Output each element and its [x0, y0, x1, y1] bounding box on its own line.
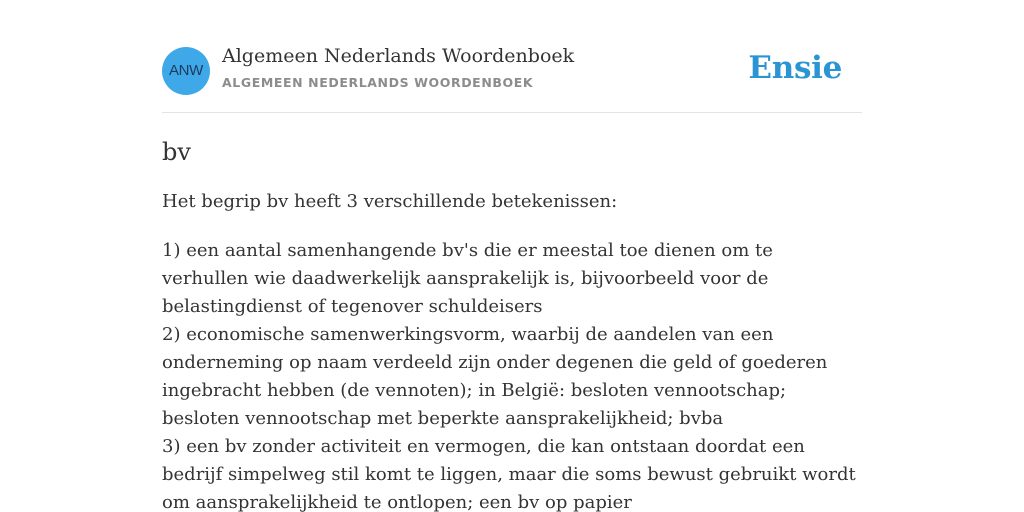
- definition-list: [162, 237, 862, 512]
- source-subtitle: ALGEMEEN NEDERLANDS WOORDENBOEK: [222, 75, 534, 90]
- source-header: [162, 0, 862, 113]
- definition-2: 2) economische samenwerkingsvorm, waarbij de aandelen van een onderneming op naam verdeeld zijn onder degenen die geld of goederen ingebracht hebben (de vennoten); in België: besloten vennootschap; besloten vennootschap met beperkte aansprakelijkheid; bvba: [162, 324, 828, 429]
- source-title[interactable]: Algemeen Nederlands Woordenboek: [222, 45, 575, 67]
- anw-logo[interactable]: ANW: [162, 47, 210, 95]
- content-column: [162, 0, 862, 512]
- definition-3: 3) een bv zonder activiteit en vermogen, die kan ontstaan doordat een bedrijf simpelweg stil komt te liggen, maar die soms bewust gebruikt wordt om aansprakelijkheid te ontlopen; een bv op papier: [162, 436, 856, 512]
- definition-1: 1) een aantal samenhangende bv's die er meestal toe dienen om te verhullen wie daadwerkelijk aansprakelijk is, bijvoorbeeld voor de belastingdienst of tegenover schuldeisers: [162, 240, 773, 317]
- entry-intro: Het begrip bv heeft 3 verschillende betekenissen:: [162, 191, 618, 212]
- ensie-logo[interactable]: Ensie: [748, 50, 842, 86]
- entry-word: bv: [162, 138, 191, 166]
